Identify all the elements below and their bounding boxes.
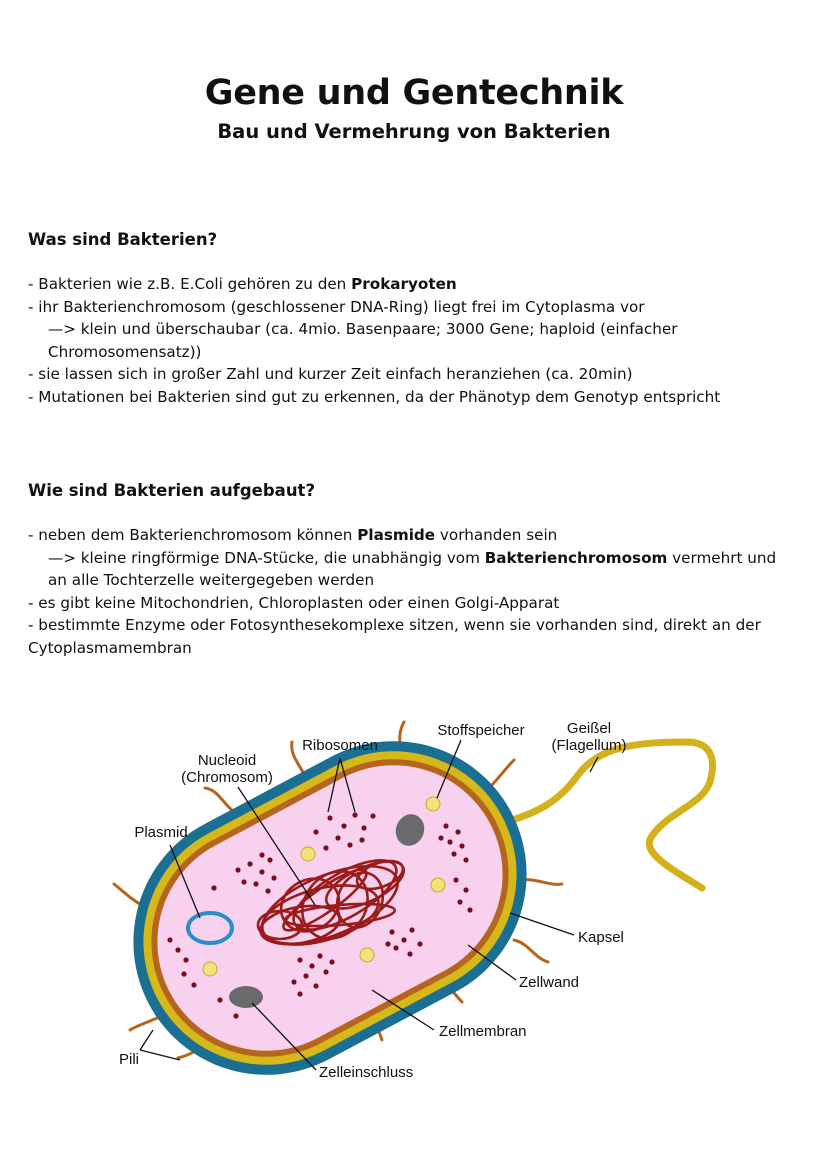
text-line	[28, 273, 818, 296]
label-ribosomen: Ribosomen	[302, 737, 378, 754]
label-zellmembran: Zellmembran	[439, 1023, 527, 1040]
text-line	[28, 547, 818, 570]
label-stoffspeicher: Stoffspeicher	[437, 722, 525, 739]
text-span: —> kleine ringförmige DNA-Stücke, die unabhängig vom	[48, 548, 485, 567]
text-span: - Bakterien wie z.B. E.Coli gehören zu den	[28, 275, 352, 293]
page-header	[0, 72, 828, 144]
text-line: - sie lassen sich in großer Zahl und kurzer Zeit einfach heranziehen (ca. 20min)	[28, 365, 633, 384]
section-heading: Was sind Bakterien?	[28, 230, 218, 249]
bacteria-diagram	[0, 690, 828, 1110]
section-was-sind-bakterien	[28, 229, 818, 409]
text-line: - es gibt keine Mitochondrien, Chloroplasten oder einen Golgi-Apparat	[28, 593, 560, 612]
text-line	[28, 524, 818, 547]
text-line: - ihr Bakterienchromosom (geschlossener DNA-Ring) liegt frei im Cytoplasma vor	[28, 297, 645, 316]
inclusion-body	[229, 986, 263, 1008]
section-wie-sind-bakterien-aufgebaut	[28, 480, 818, 660]
label-zellwand: Zellwand	[519, 974, 580, 991]
page-title: Gene und Gentechnik	[204, 73, 624, 113]
bold-term: Prokaryoten	[351, 275, 457, 293]
label-zelleinschluss: Zelleinschluss	[319, 1064, 414, 1081]
bold-term: Bakterienchromosom	[484, 548, 668, 567]
label-plasmid: Plasmid	[134, 824, 188, 841]
label-pili: Pili	[119, 1051, 140, 1068]
label-kapsel: Kapsel	[578, 929, 624, 946]
text-line: - Mutationen bei Bakterien sind gut zu erkennen, da der Phänotyp dem Genotyp entspricht	[28, 387, 721, 406]
label-nucleoid: Nucleoid	[197, 752, 257, 769]
bacteria-diagram-svg	[0, 690, 828, 1110]
cell-body	[87, 694, 574, 1110]
text-line: —> klein und überschaubar (ca. 4mio. Basenpaare; 3000 Gene; haploid (einfacher	[48, 320, 678, 339]
text-line: - bestimmte Enzyme oder Fotosynthesekomplexe sitzen, wenn sie vorhanden sind, direkt an der	[28, 616, 761, 635]
text-line: an alle Tochterzelle weitergegeben werden	[48, 571, 375, 590]
text-span: vorhanden sein	[435, 526, 558, 544]
text-span: vermehrt und	[667, 548, 777, 567]
label-nucleoid-chromosome: (Chromosom)	[181, 769, 273, 786]
page-subtitle: Bau und Vermehrung von Bakterien	[217, 120, 611, 143]
section-heading: Wie sind Bakterien aufgebaut?	[28, 481, 316, 500]
bold-term: Plasmide	[357, 526, 436, 544]
text-line: Chromosomensatz))	[48, 342, 202, 361]
label-flagellum: (Flagellum)	[551, 737, 627, 754]
text-line: Cytoplasmamembran	[28, 638, 192, 657]
label-geissel: Geißel	[566, 720, 612, 737]
flagellum	[506, 742, 713, 888]
text-span: - neben dem Bakterienchromosom können	[28, 526, 358, 544]
